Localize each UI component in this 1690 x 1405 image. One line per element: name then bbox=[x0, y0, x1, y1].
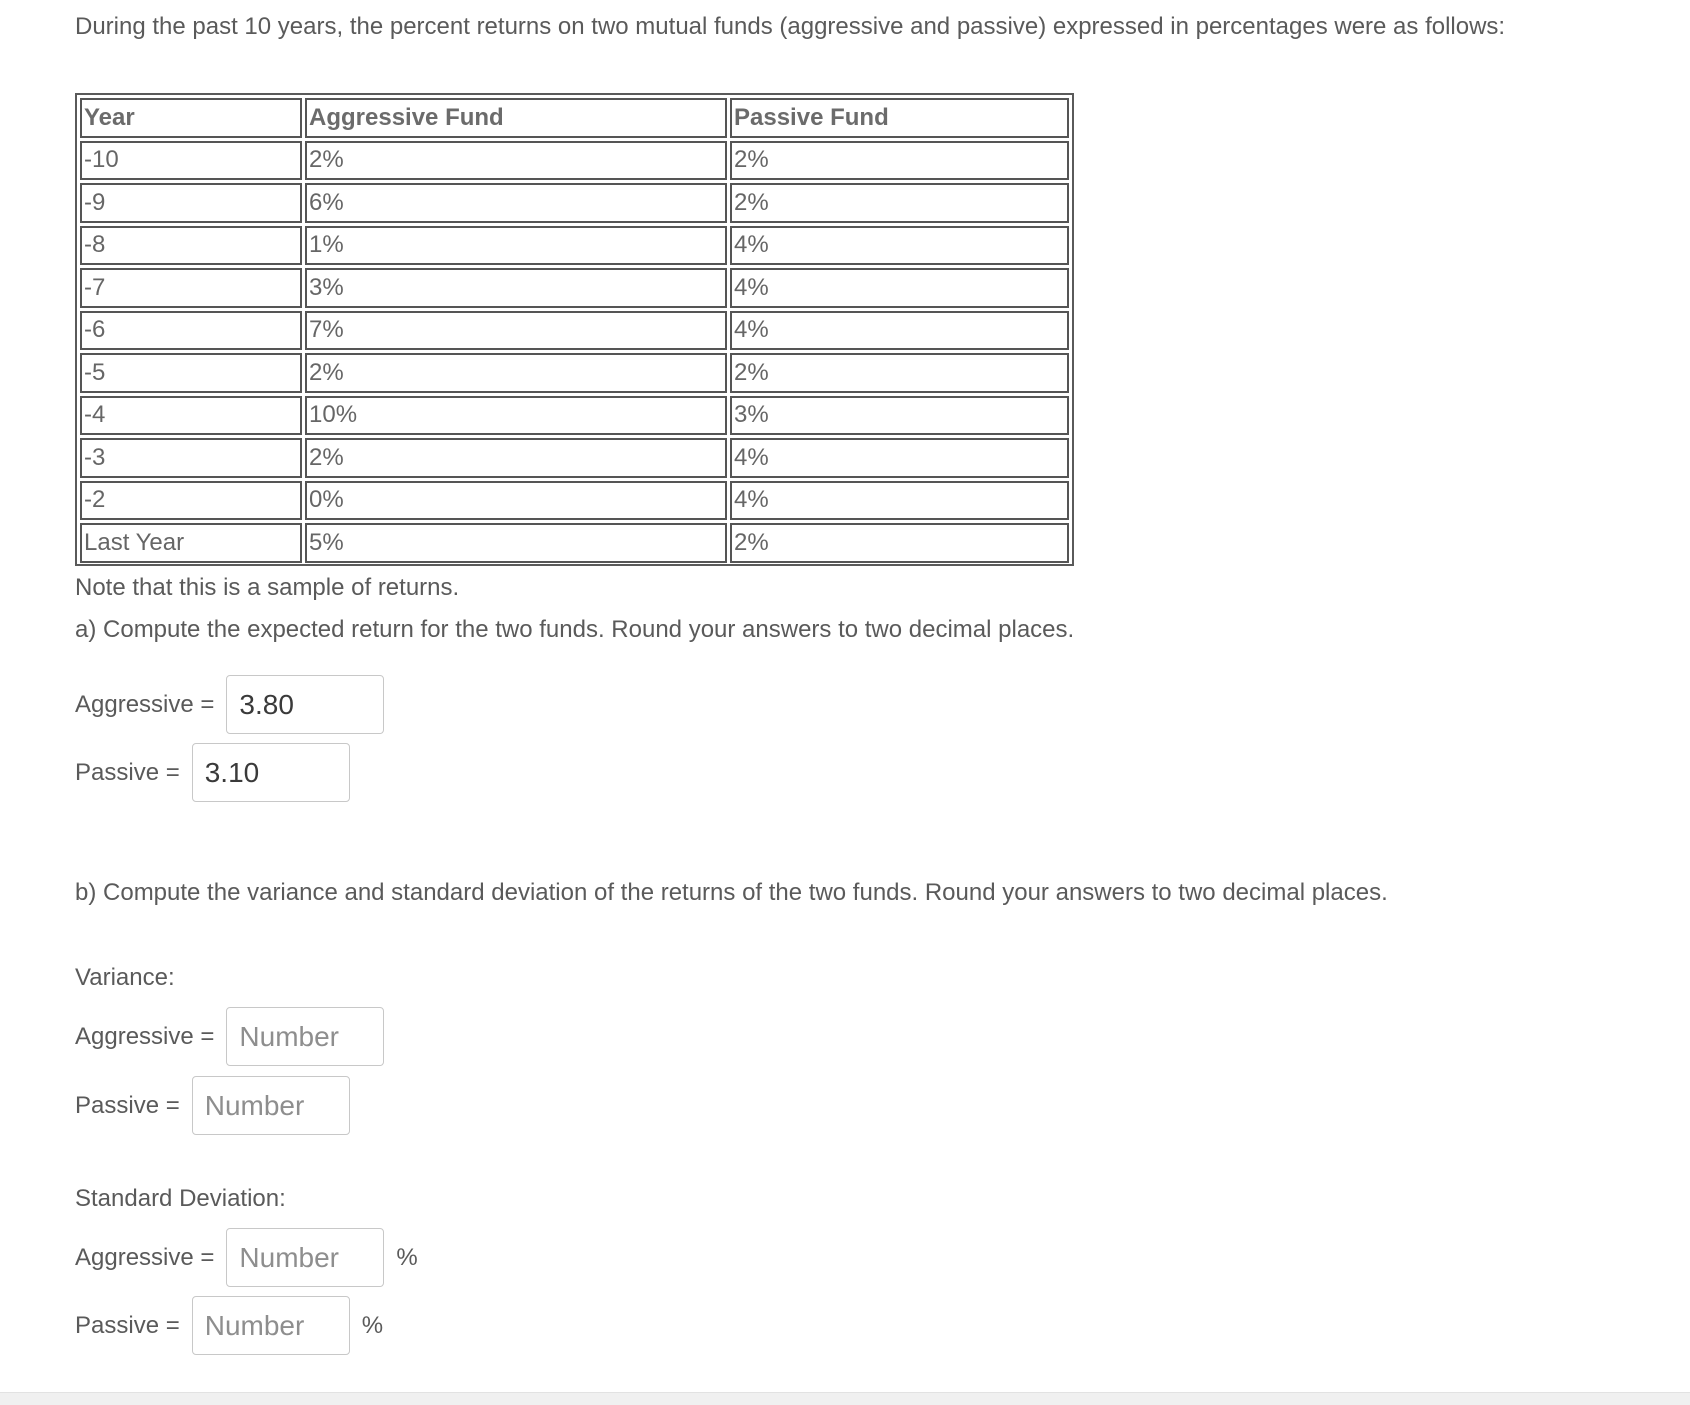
sample-note: Note that this is a sample of returns. bbox=[75, 574, 460, 601]
header-year: Year bbox=[80, 98, 302, 138]
variance-heading: Variance: bbox=[75, 964, 175, 991]
cell-year: -4 bbox=[80, 396, 302, 436]
part-b-prompt: b) Compute the variance and standard deviation of the returns of the two funds. Round your answers to two decimal places. bbox=[75, 879, 1388, 906]
cell-passive: 4% bbox=[730, 226, 1069, 266]
part-a-aggressive-row bbox=[75, 675, 384, 734]
table-header-row bbox=[80, 98, 1069, 138]
page-bottom-bar bbox=[0, 1392, 1690, 1405]
part-a-aggressive-label: Aggressive = bbox=[75, 690, 215, 718]
cell-year: -6 bbox=[80, 311, 302, 351]
cell-passive: 2% bbox=[730, 353, 1069, 393]
cell-year: Last Year bbox=[80, 523, 302, 563]
stddev-aggressive-percent: % bbox=[396, 1243, 418, 1271]
cell-year: -3 bbox=[80, 438, 302, 478]
header-passive-fund: Passive Fund bbox=[730, 98, 1069, 138]
stddev-passive-input[interactable] bbox=[192, 1296, 350, 1355]
cell-aggressive: 6% bbox=[305, 183, 727, 223]
stddev-passive-percent: % bbox=[361, 1311, 384, 1339]
cell-passive: 2% bbox=[730, 183, 1069, 223]
stddev-aggressive-input[interactable] bbox=[226, 1228, 384, 1287]
expected-return-aggressive-input[interactable] bbox=[226, 675, 384, 734]
intro-text: During the past 10 years, the percent returns on two mutual funds (aggressive and passive) expressed in percentages were as follows: bbox=[75, 13, 1506, 40]
stddev-aggressive-row bbox=[75, 1228, 418, 1287]
cell-year: -2 bbox=[80, 481, 302, 521]
table-row bbox=[80, 396, 1069, 436]
cell-passive: 4% bbox=[730, 481, 1069, 521]
table-row bbox=[80, 226, 1069, 266]
cell-aggressive: 2% bbox=[305, 353, 727, 393]
cell-year: -9 bbox=[80, 183, 302, 223]
part-a-passive-row bbox=[75, 743, 350, 802]
cell-aggressive: 2% bbox=[305, 438, 727, 478]
cell-passive: 2% bbox=[730, 141, 1069, 181]
cell-year: -5 bbox=[80, 353, 302, 393]
variance-aggressive-label: Aggressive = bbox=[75, 1022, 215, 1050]
cell-passive: 4% bbox=[730, 268, 1069, 308]
cell-passive: 2% bbox=[730, 523, 1069, 563]
stddev-passive-label: Passive = bbox=[75, 1311, 180, 1339]
cell-year: -8 bbox=[80, 226, 302, 266]
table-row bbox=[80, 141, 1069, 181]
variance-aggressive-row bbox=[75, 1007, 384, 1066]
cell-aggressive: 3% bbox=[305, 268, 727, 308]
cell-aggressive: 5% bbox=[305, 523, 727, 563]
stddev-aggressive-label: Aggressive = bbox=[75, 1243, 215, 1271]
cell-aggressive: 10% bbox=[305, 396, 727, 436]
table-row bbox=[80, 523, 1069, 563]
expected-return-passive-input[interactable] bbox=[192, 743, 350, 802]
cell-year: -7 bbox=[80, 268, 302, 308]
variance-passive-input[interactable] bbox=[192, 1076, 350, 1135]
header-aggressive-fund: Aggressive Fund bbox=[305, 98, 727, 138]
variance-aggressive-input[interactable] bbox=[226, 1007, 384, 1066]
cell-aggressive: 1% bbox=[305, 226, 727, 266]
part-a-passive-label: Passive = bbox=[75, 758, 180, 786]
variance-passive-label: Passive = bbox=[75, 1091, 180, 1119]
part-a-prompt: a) Compute the expected return for the two funds. Round your answers to two decimal places. bbox=[75, 616, 1075, 643]
stddev-heading: Standard Deviation: bbox=[75, 1185, 286, 1212]
table-row bbox=[80, 481, 1069, 521]
cell-aggressive: 2% bbox=[305, 141, 727, 181]
table-row bbox=[80, 438, 1069, 478]
table-row bbox=[80, 183, 1069, 223]
table-row bbox=[80, 311, 1069, 351]
returns-table-grid bbox=[77, 95, 1072, 566]
stddev-passive-row bbox=[75, 1296, 383, 1355]
table-row bbox=[80, 353, 1069, 393]
cell-passive: 4% bbox=[730, 438, 1069, 478]
cell-aggressive: 0% bbox=[305, 481, 727, 521]
returns-table bbox=[75, 93, 1074, 566]
variance-passive-row bbox=[75, 1076, 350, 1135]
cell-aggressive: 7% bbox=[305, 311, 727, 351]
cell-year: -10 bbox=[80, 141, 302, 181]
cell-passive: 3% bbox=[730, 396, 1069, 436]
cell-passive: 4% bbox=[730, 311, 1069, 351]
table-row bbox=[80, 268, 1069, 308]
